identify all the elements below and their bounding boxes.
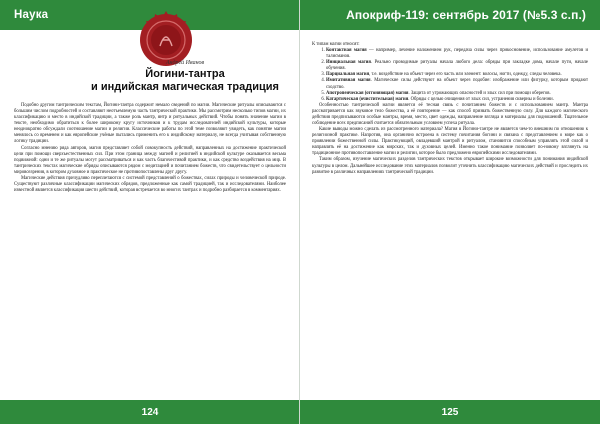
- paragraph: Магические действия причудливо переплетаются с системой представлений о божествах, силах природы и человеческой природе. Существуют различные классификации магических обрядов, предложенные как самой традицией, так и исследователями. Наиболее известной является классификация шести действий, которая встречается во многих тантрах и подробно разбирается в комментариях.: [14, 175, 286, 194]
- journal-issue-title: Апокриф-119: сентябрь 2017 (№5.3 с.п.): [346, 8, 586, 22]
- list-intro: К типам магии относят:: [312, 42, 360, 47]
- paragraph: Таким образом, изучение магических разделов тантрических текстов открывает широкие возможности для понимания индийской культуры в целом. Дальнейшее исследование этих материалов позволит уточнить классификацию магических действий и проследить их развитие в различных направлениях тантрической традиции.: [312, 157, 588, 175]
- page-number: 124: [141, 406, 159, 418]
- magic-types-list: [312, 48, 588, 103]
- list-item: 3. Парциальная магия, т.е. воздействие на объект через его часть или элемент: волосы, ногти, одежду, следы человека.: [326, 72, 588, 78]
- list-item: 4. Имитативная магия. Магические силы действуют на объект через подобие: изображение или фигурку, которым придают сходство.: [326, 78, 588, 90]
- right-article-body: [312, 42, 588, 176]
- right-header-bar: [300, 0, 600, 30]
- title-line-2: и индийская магическая традиция: [91, 81, 279, 93]
- paragraph: Подобно другим тантрическим текстам, Йогини-тантра содержит немало сведений по магии. Магические ритуалы описываются с большим числом подробностей и составляют неотъемлемую часть тантрической практики. Мы рассмотрим несколько типов магии, их классификацию и место в индийской традиции, а также роль мантр, янтр и ритуальных действий. Чтобы понять значение магии в тексте, необходимо обратиться к более широкому кругу источников и к трудам исследователей индийской культуры, которые неоднократно обсуждали соотношение магии и религии. Классические работы по этой теме позволяют увидеть, как понятие магии менялось со временем и как европейские учёные пытались применить его к индийскому материалу, не всегда учитывая собственную логику традиции.: [14, 103, 286, 145]
- title-line-1: Йогини-тантра: [145, 68, 225, 80]
- right-page: [300, 0, 600, 424]
- section-title: Наука: [14, 9, 49, 21]
- paragraph: Какие выводы можно сделать из рассмотренного материала? Магия в Йогини-тантре не является чем-то внешним по отношению к религиозной практике. Напротив, она органично встроена в систему почитания богини и связана с представлением о мире как о проявлении божественной силы. Практикующий, овладевший мантрой и ритуалом, становится способным управлять этой силой и направлять её на достижение как мирских, так и духовных целей. Именно такое понимание позволяет по-новому взглянуть на традиционное противопоставление магии и религии, которое было предложено европейскими исследователями.: [312, 127, 588, 157]
- article-title: [85, 68, 285, 94]
- list-item: 6. Катартическая (очистительная) магия. Обряды с целью очищения от злых сил, устранения скверны и болезни.: [326, 97, 588, 103]
- left-article-body: [14, 103, 286, 194]
- left-footer-bar: [0, 400, 300, 424]
- list-item: 2. Инициальная магия. Реально проводимые ритуалы начала любого дела: обряды при закладке дома, начале пути, начале обучения.: [326, 60, 588, 72]
- right-footer-bar: [300, 400, 600, 424]
- paragraph: Особенностью тантрической магии является её тесная связь с почитанием божеств и с использованием мантр. Мантра рассматривается как звуковое тело божества, а её повторение — как способ призвать божественную силу. Для каждого магического действия предписываются особые мантры, время, место, цвет одежды, направление взгляда и материалы для подношений. Тщательное соблюдение всех предписаний считается обязательным условием успеха ритуала.: [312, 102, 588, 127]
- page-number: 125: [441, 406, 459, 418]
- paragraph: Согласно мнению ряда авторов, магия представляет собой совокупность действий, направленных на достижение практической цели при помощи сверхъестественных сил. При этом граница между магией и религией в индийской культуре оказывается весьма подвижной: одни и те же ритуалы могут рассматриваться и как часть благочестивой практики, и как средство воздействия на мир. В тантрических текстах магические обряды описываются рядом с медитацией и почитанием божеств, что свидетельствует о цельности мировоззрения, в котором духовное и практическое не противопоставлены друг другу.: [14, 145, 286, 175]
- list-item: 5. Апотропеическая (отгоняющая) магия. Защита от угрожающих опасностей и злых сил при помощи оберегов.: [326, 91, 588, 97]
- author-name: Андрей Иванов: [165, 60, 205, 66]
- list-item: 1. Контактная магия — например, лечение наложением рук, передача силы через прикосновение, использование амулетов и талисманов.: [326, 48, 588, 60]
